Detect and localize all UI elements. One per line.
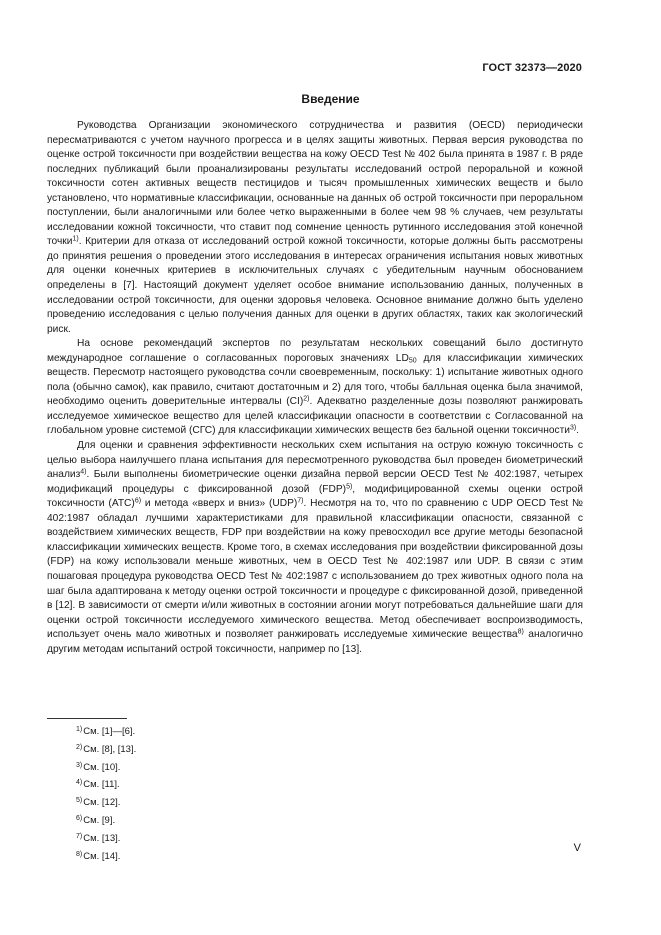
footnote-text: См. [1]—[6]. [83,726,136,737]
footnote-item [76,740,136,758]
footnote-text: См. [10]. [83,761,121,773]
footnote-text: См. [12]. [83,797,121,809]
footnote-mark: 1) [76,726,83,733]
paragraph-3: Для оценки и сравнения эффективности нескольких схем испытания на острую кожную токсичность с целью выбора наилучшего плана испытания для пересмотренного руководства был проведен биометрический анализ$^{4)}$. Были выполнены биометрические оценки дизайна первой версии OECD Test № 402:1987, четырех модификаций процедуры с фиксированной дозой (FDP)$^{5)}$, модифицированной схемы оценки острой токсичности (АТС)$^{6)}$ и метода «вверх и вниз» (UDP)$^{7)}$. Несмотря на то, что по сравнению с UDP OECD Test № 402:1987 обладал лучшими характеристиками для правильной классификации опасности, связанной с воздействием химических веществ, FDP при воздействии на кожу превосходил все другие методы безопасной классификации химических веществ. Кроме того, в схемах исследования при воздействии фиксированной дозы (FDP) на кожу использовали меньше животных, чем в OECD Test № 402:1987 или UDP. В связи с этим пошаговая процедура руководства OECD Test № 402:1987 с использованием до трех животных одного пола на шаг была адаптирована к методу оценки острой токсичности и процедуре с фиксированной дозой, приведенной в [12]. В зависимости от смерти и/или животных в состоянии агонии могут потребоваться дальнейшие шаги для оценки острой токсичности исследуемого химического вещества. Метод обеспечивает воспроизводимость, использует очень мало животных и позволяет ранжировать исследуемые химические вещества$^{8)}$ аналогично другим методам испытаний острой токсичности, например по [13]. [47,440,583,655]
footnote-item [76,722,136,740]
footnote-item [76,775,136,793]
paragraph-2: На основе рекомендаций экспертов по результатам нескольких совещаний было достигнуто международное соглашение о согласованных пороговых значениях $LD_{50}$ для классификации химических веществ. Пересмотр настоящего руководства сочли своевременным, поскольку: 1) испытание животных одного пола (обычно самок), как правило, считают достаточным и 2) для того, чтобы балльная оценка была значимой, необходимо оценить доверительные интервалы (CI)$^{2)}$. Адекватно разделенные дозы позволяют ранжировать исследуемое химическое вещество для целей классификации опасности в соответствии с Согласованной на глобальном уровне системой (СГС) для классификации химических веществ без бальной оценки токсичности$^{3)}$. [47,338,583,437]
footnote-mark: 6) [76,814,83,822]
footnote-item [76,829,136,847]
footnote-ref-7[interactable]: 7) [297,497,304,505]
footnote-mark: 2) [76,743,83,751]
footnote-item [76,811,136,829]
footnote-mark: 5) [76,797,83,805]
footnote-text: См. [14]. [83,850,121,862]
footnote-ref-5[interactable]: 5) [346,483,353,491]
footnote-text: См. [9]. [83,814,116,826]
footnote-ref-2[interactable]: 2) [303,395,310,403]
footnote-text: См. [13]. [83,832,121,844]
ld50-subscript: 50 [408,357,417,365]
footnote-divider [47,718,127,719]
footnote-text: См. [8], [13]. [83,743,137,755]
footnote-mark: 3) [76,761,83,769]
body-text [47,119,583,657]
footnote-mark: 7) [76,832,83,840]
footnote-ref-3[interactable]: 3) [569,424,577,432]
footnote-ref-6[interactable]: 6) [134,497,142,505]
footnote-mark: 8) [76,850,83,858]
paragraph-1: Руководства Организации экономического сотрудничества и развития (OECD) периодически пересматриваются с учетом научного прогресса и в целях защиты животных. Первая версия руководства по оценке острой токсичности при воздействии вещества на кожу OECD Test № 402 была принята в 1987 г. В ряде последних публикаций были проанализированы результаты исследований острой пероральной и кожной токсичности сотен активных веществ пестицидов и тысяч промышленных химических веществ и было установлено, что нормативные классификации, основанные на данных об острой токсичности при пероральном поступлении, были аналогичными или более четко выраженными в более чем 98 % случаев, чем результаты исследовании кожной токсичности, что ставит под сомнение ценность рутинного исследования этой конечной точки$^{1)}$. Критерии для отказа от исследований острой кожной токсичности, которые должны быть рассмотрены до принятия решения о проведении этого исследования в интересах ограничения испытания новых животных для оценки конечных критериев в исключительных случаях с убедительным научным обоснованием определены в [7]. Настоящий документ уделяет особое внимание использованию данных, полученных в исследовании острой токсичности, для оценки здоровья человека. Основное внимание должно быть уделено проведению исследования с целью получения данных для оценки в других областях, таких как экологический риск. [47,120,583,335]
footnote-text: См. [11]. [83,779,120,791]
footnote-mark: 4) [76,779,83,787]
footnote-item [76,793,136,811]
footnote-item [76,758,136,776]
section-title: Введение [301,92,360,106]
document-code: ГОСТ 32373—2020 [482,62,582,74]
page-number: V [573,842,581,854]
footnote-item [76,847,136,865]
footnote-ref-8[interactable]: 8) [517,628,524,636]
footnote-ref-4[interactable]: 4) [80,468,87,476]
footnote-ref-1[interactable]: 1) [72,235,79,243]
footnotes-list [76,722,136,864]
